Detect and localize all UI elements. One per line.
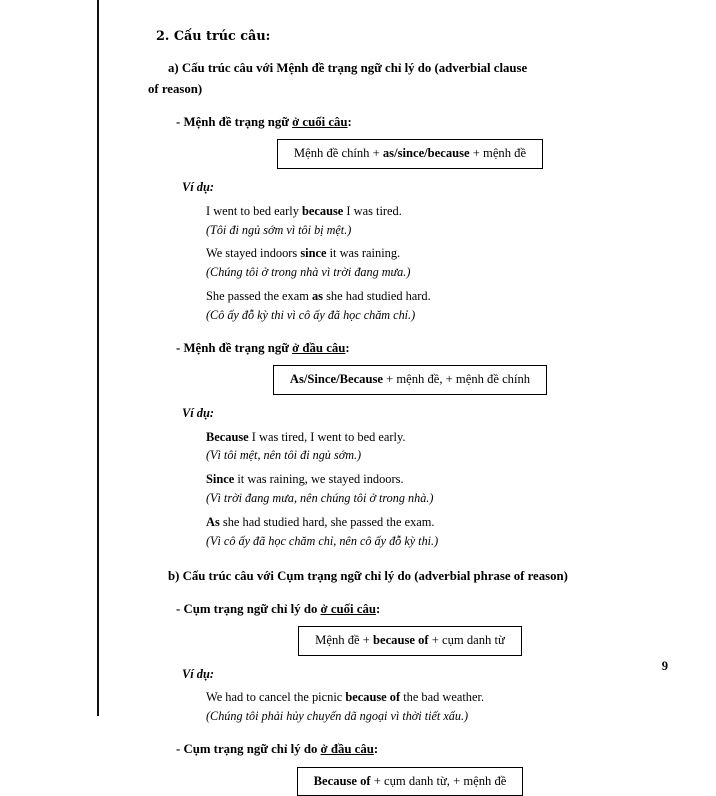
subheading-clause-start-suffix: :: [345, 340, 350, 355]
example-english: [206, 203, 672, 221]
example-item: [206, 429, 672, 466]
part-b-heading: b) Cấu trúc câu với Cụm trạng ngữ chỉ lý do (adverbial phrase of reason): [168, 568, 568, 583]
example-english: [206, 514, 672, 532]
formula-box-wrap-1: [148, 139, 672, 168]
formula-box-wrap-2: [148, 365, 672, 394]
example-en-keyword: Because: [206, 429, 249, 444]
example-en-keyword: because of: [345, 690, 401, 705]
formula-part2: + mệnh đề: [469, 146, 527, 161]
formula-box-clause-start: [273, 365, 547, 394]
examples-label-3: Ví dụ:: [182, 666, 215, 681]
example-english: [206, 288, 672, 306]
example-english: [206, 471, 672, 489]
formula-box-wrap-4: [148, 767, 672, 796]
page-edge-line: [97, 0, 99, 716]
page-sheet: [100, 0, 716, 788]
subheading-phrase-start-suffix: :: [373, 742, 379, 757]
formula-part2: + mệnh đề, + mệnh đề chính: [382, 372, 531, 387]
subheading-phrase-end: [176, 600, 672, 619]
formula-part2: + cụm danh từ, + mệnh đề: [370, 773, 507, 788]
formula-part1: Mệnh đề +: [315, 633, 373, 648]
example-en-keyword: Since: [206, 472, 235, 487]
formula-box-clause-end: [277, 139, 543, 168]
example-en-pre: We had to cancel the picnic: [206, 690, 346, 705]
formula-part1: Mệnh đề chính +: [293, 146, 383, 161]
page-content: [148, 28, 672, 796]
example-item: [206, 689, 672, 726]
example-vietnamese: (Chúng tôi ở trong nhà vì trời đang mưa.): [206, 265, 411, 280]
example-en-post: it was raining, we stayed indoors.: [234, 472, 404, 487]
example-en-pre: We stayed indoors: [206, 246, 301, 261]
subheading-clause-start-prefix: - Mệnh đề trạng ngữ: [176, 340, 293, 355]
formula-box-phrase-start: [297, 767, 524, 796]
example-item: [206, 288, 672, 325]
example-english: [206, 429, 672, 447]
example-en-keyword: As: [206, 514, 220, 529]
formula-keyword: Because of: [313, 773, 371, 788]
subheading-phrase-start-prefix: - Cụm trạng ngữ chỉ lý do: [176, 742, 321, 757]
section-heading: 2. Cấu trúc câu:: [156, 29, 271, 44]
formula-box-phrase-end: [298, 626, 522, 655]
example-en-keyword: since: [300, 246, 327, 261]
examples-block-3: [206, 689, 672, 726]
example-vietnamese: (Chúng tôi phải hủy chuyến dã ngoại vì thời tiết xấu.): [206, 709, 469, 724]
example-en-pre: She passed the exam: [206, 289, 312, 304]
subheading-clause-end-suffix: :: [347, 114, 352, 129]
page-gutter: [0, 0, 96, 716]
example-vietnamese: (Tôi đi ngủ sớm vì tôi bị mệt.): [206, 222, 352, 237]
examples-label-1: Ví dụ:: [182, 179, 215, 194]
examples-block-2: [206, 429, 672, 551]
subheading-phrase-start-underline: ở đầu câu: [320, 742, 374, 757]
example-english: [206, 245, 672, 263]
subheading-clause-end-prefix: - Mệnh đề trạng ngữ: [176, 114, 293, 129]
example-en-pre: I went to bed early: [206, 203, 302, 218]
example-en-keyword: as: [311, 289, 324, 304]
part-a-heading-line1: a) Cấu trúc câu với Mệnh đề trạng ngữ chỉ lý do (adverbial clause: [168, 60, 528, 75]
example-vietnamese: (Cô ấy đỗ kỳ thi vì cô ấy đã học chăm chỉ.): [206, 308, 416, 323]
example-item: [206, 514, 672, 551]
subheading-clause-start-underline: ở đầu câu: [292, 340, 346, 355]
example-en-post: I was tired, I went to bed early.: [248, 429, 406, 444]
subheading-phrase-end-prefix: - Cụm trạng ngữ chỉ lý do: [176, 601, 321, 616]
formula-keyword: as/since/because: [382, 146, 470, 161]
example-en-post: she had studied hard, she passed the exam.: [219, 514, 435, 529]
subheading-clause-end: [176, 113, 672, 132]
formula-box-wrap-3: [148, 626, 672, 655]
example-en-keyword: because: [302, 203, 344, 218]
example-english: [206, 689, 672, 707]
formula-keyword: As/Since/Because: [289, 372, 383, 387]
subheading-clause-start: [176, 339, 672, 358]
examples-block-1: [206, 203, 672, 325]
example-item: [206, 245, 672, 282]
formula-keyword: because of: [373, 633, 429, 648]
example-vietnamese: (Vì cô ấy đã học chăm chỉ, nên cô ấy đỗ kỳ thi.): [206, 533, 439, 548]
example-en-post: I was tired.: [343, 203, 402, 218]
part-a-heading-line2: of reason): [148, 81, 203, 96]
formula-part2: + cụm danh từ: [428, 633, 505, 648]
page-number: 9: [661, 659, 668, 673]
example-en-post: the bad weather.: [400, 690, 485, 705]
subheading-phrase-start: [176, 740, 672, 759]
example-vietnamese: (Vì trời đang mưa, nên chúng tôi ở trong nhà.): [206, 491, 434, 506]
example-item: [206, 203, 672, 240]
examples-label-2: Ví dụ:: [182, 405, 215, 420]
example-en-post: it was raining.: [326, 246, 401, 261]
example-vietnamese: (Vì tôi mệt, nên tôi đi ngủ sớm.): [206, 448, 362, 463]
example-en-post: she had studied hard.: [323, 289, 431, 304]
subheading-phrase-end-underline: ở cuối câu: [320, 601, 376, 616]
subheading-clause-end-underline: ở cuối câu: [292, 114, 348, 129]
example-item: [206, 471, 672, 508]
subheading-phrase-end-suffix: :: [375, 601, 381, 616]
